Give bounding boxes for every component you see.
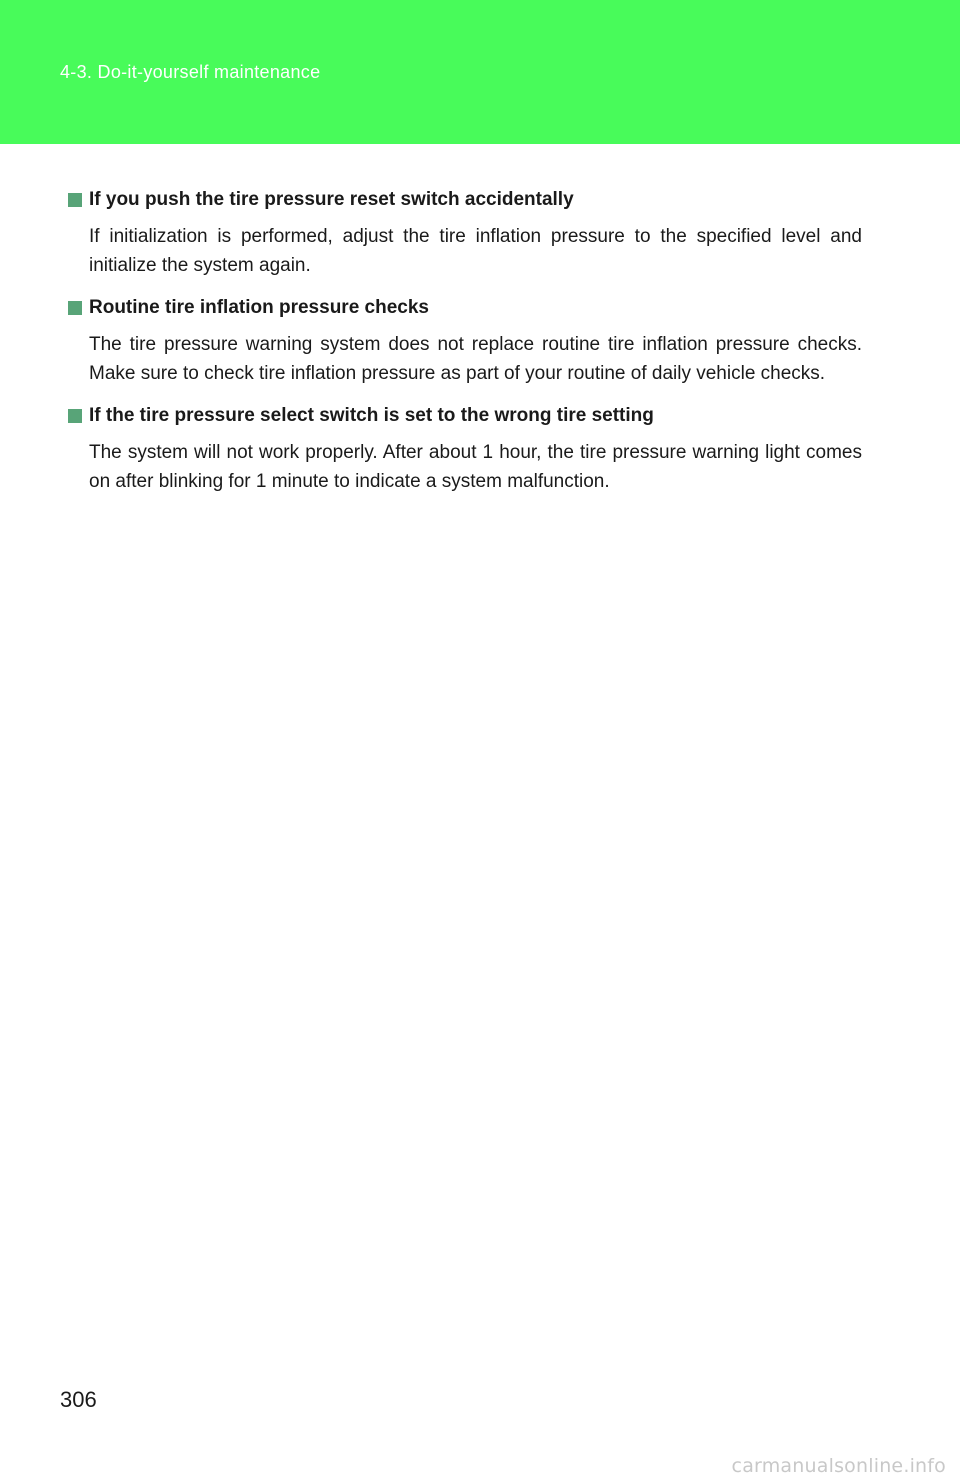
note-heading <box>68 402 862 430</box>
square-bullet-icon <box>68 301 82 315</box>
note-section <box>68 294 862 388</box>
note-heading <box>68 186 862 214</box>
header-band <box>0 0 960 144</box>
main-content <box>68 186 862 510</box>
watermark: carmanualsonline.info <box>731 1455 946 1477</box>
note-heading-text: If the tire pressure select switch is set to the wrong tire setting <box>89 405 654 426</box>
page-number: 306 <box>60 1387 97 1412</box>
note-body: The tire pressure warning system does not replace routine tire inflation pressure checks. Make sure to check tire inflation pressure as part of your routine of daily vehicle checks. <box>89 334 862 384</box>
note-section <box>68 402 862 496</box>
section-title: 4-3. Do-it-yourself maintenance <box>60 62 321 82</box>
note-heading-text: If you push the tire pressure reset switch accidentally <box>89 189 574 210</box>
square-bullet-icon <box>68 193 82 207</box>
note-heading <box>68 294 862 322</box>
note-body: The system will not work properly. After about 1 hour, the tire pressure warning light comes on after blinking for 1 minute to indicate a system malfunction. <box>89 442 862 492</box>
note-body: If initialization is performed, adjust the tire inflation pressure to the specified level and initialize the system again. <box>89 226 862 276</box>
note-section <box>68 186 862 280</box>
note-heading-text: Routine tire inflation pressure checks <box>89 297 429 318</box>
square-bullet-icon <box>68 409 82 423</box>
